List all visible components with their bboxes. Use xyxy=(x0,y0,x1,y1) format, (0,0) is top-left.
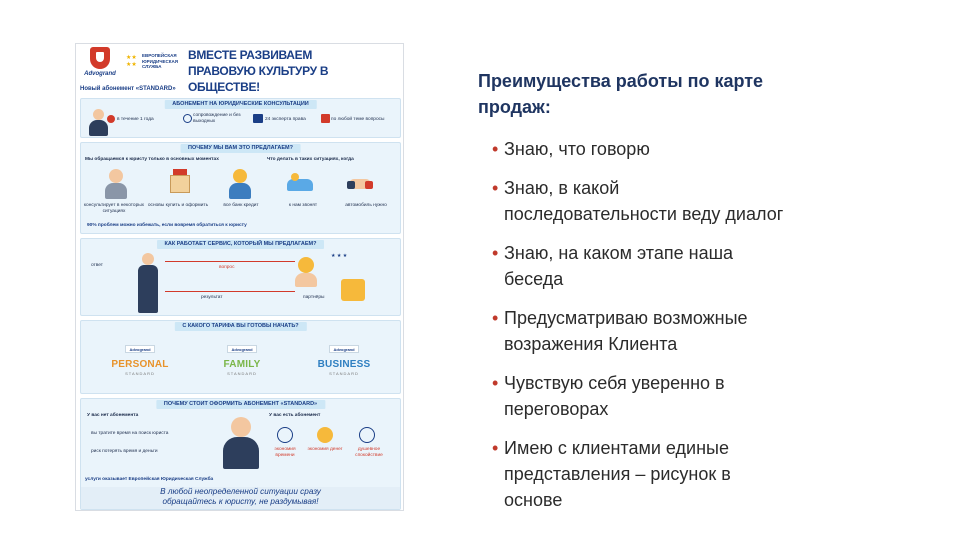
section-tariffs xyxy=(80,320,401,394)
logo-text: Advogrand xyxy=(84,71,116,77)
stars-icon: ★★ ★★ xyxy=(126,55,137,68)
person-icon xyxy=(103,169,129,199)
call-line-2: обращайтесь к юристу, не раздумывая! xyxy=(162,497,319,506)
document-icon xyxy=(321,114,330,123)
shield-icon xyxy=(90,47,110,69)
tariff-personal xyxy=(95,335,185,389)
feature-label: сопровождение и без выходных xyxy=(193,113,241,124)
tariff-sub: STANDARD xyxy=(329,371,359,376)
why-left-text: Мы обращаемся к юристу только в основных моментах xyxy=(85,157,219,162)
clock-icon xyxy=(277,427,293,443)
handshake-icon xyxy=(347,169,373,199)
title-line-2: продаж: xyxy=(478,97,551,117)
section-title: КАК РАБОТАЕТ СЕРВИС, КОТОРЫЙ МЫ ПРЕДЛАГАЕМ? xyxy=(157,240,325,249)
eu-stars-icon: ★ ★ ★ xyxy=(331,253,348,259)
benefit-item: вы тратите время на поиск юриста xyxy=(91,431,169,436)
why-caption: основы купить и оформить xyxy=(147,203,209,208)
feature-label: 24 эксперта права xyxy=(265,117,306,122)
arrow-line xyxy=(165,261,295,262)
footer-line: услуги оказывает Европейская Юридическая Служба xyxy=(85,477,214,482)
tariff-tag: Advogrand xyxy=(227,345,257,353)
poster-subtitle: Новый абонемент «STANDARD» xyxy=(80,86,176,92)
benefit-item: душевное спокойствие xyxy=(355,447,383,458)
money-bag-icon xyxy=(341,279,365,301)
car-crash-icon xyxy=(287,169,313,199)
tariff-business xyxy=(299,335,389,389)
call-line-1: В любой неопределенной ситуации сразу xyxy=(160,487,321,496)
slogan-line-1: ВМЕСТЕ РАЗВИВАЕМ xyxy=(188,48,313,62)
tariff-name: PERSONAL xyxy=(111,359,169,370)
section-how xyxy=(80,238,401,316)
section-title: АБОНЕМЕНТ НА ЮРИДИЧЕСКИЕ КОНСУЛЬТАЦИИ xyxy=(164,100,317,109)
how-label: партнёры xyxy=(303,295,325,300)
lawyer-figure-icon xyxy=(87,109,109,137)
section-title: ПОЧЕМУ МЫ ВАМ ЭТО ПРЕДЛАГАЕМ? xyxy=(180,144,301,153)
call-to-action xyxy=(81,487,400,509)
why-right-text: Что делать в таких ситуациях, когда xyxy=(267,157,354,162)
list-item: • Предусматриваю возможные возражения Клиента xyxy=(492,305,918,357)
no-subscription-head: У вас нет абонемента xyxy=(87,413,139,418)
infographic-poster xyxy=(75,43,404,511)
advantages-list xyxy=(478,136,918,513)
calendar-icon xyxy=(107,115,115,123)
how-label: ответ xyxy=(91,263,103,268)
eu-text: ЕВРОПЕЙСКАЯ ЮРИДИЧЕСКАЯ СЛУЖБА xyxy=(142,53,178,69)
tariff-sub: STANDARD xyxy=(227,371,257,376)
tariff-tag: Advogrand xyxy=(125,345,155,353)
section-why xyxy=(80,142,401,234)
person-icon xyxy=(227,169,253,199)
why-caption: все банк кредит xyxy=(223,203,259,208)
calm-icon xyxy=(359,427,375,443)
slogan-line-2: ПРАВОВУЮ КУЛЬТУРУ В ОБЩЕСТВЕ! xyxy=(188,64,329,94)
title-line-1: Преимущества работы по карте xyxy=(478,71,764,91)
has-subscription-head: У вас есть абонемент xyxy=(269,413,321,418)
slide-content xyxy=(478,68,918,526)
how-label: результат xyxy=(201,295,223,300)
lawyer-figure-icon xyxy=(221,417,261,469)
benefit-item: экономия времени xyxy=(274,447,296,458)
why-note: 90% проблем можно избежать, если вовремя обратиться к юристу xyxy=(87,223,247,228)
briefcase-icon xyxy=(253,114,263,123)
list-item: • Имею с клиентами единые представления – рисунок в основе xyxy=(492,435,918,513)
list-item: • Знаю, что говорю xyxy=(492,136,918,162)
tariff-name: FAMILY xyxy=(223,359,261,370)
company-logo xyxy=(80,47,120,83)
feature-label: в течение 1 года xyxy=(117,117,154,122)
tariff-name: BUSINESS xyxy=(317,359,371,370)
arrow-line xyxy=(165,291,295,292)
clock-icon xyxy=(183,114,192,123)
benefit-item: экономия денег xyxy=(307,447,343,452)
list-item: • Знаю, на каком этапе наша беседа xyxy=(492,240,918,292)
section-subscription xyxy=(80,98,401,138)
why-caption: к нам звонят xyxy=(288,203,318,208)
businessman-icon xyxy=(135,253,161,315)
benefit-item: риск потерять время и деньги xyxy=(91,449,158,454)
feature-label: по любой теме вопросы xyxy=(331,117,385,122)
house-icon xyxy=(167,169,193,199)
section-benefits xyxy=(80,398,401,510)
how-label: вопрос xyxy=(219,265,235,270)
why-caption: консультирует в некоторых ситуациях xyxy=(83,203,145,214)
list-item: • Чувствую себя уверенно в переговорах xyxy=(492,370,918,422)
section-title: ПОЧЕМУ СТОИТ ОФОРМИТЬ АБОНЕМЕНТ «STANDARD» xyxy=(156,400,325,409)
section-title: С КАКОГО ТАРИФА ВЫ ГОТОВЫ НАЧАТЬ? xyxy=(174,322,306,331)
why-caption: автомобиль нужно xyxy=(345,203,387,208)
tariff-tag: Advogrand xyxy=(329,345,359,353)
slide-title xyxy=(478,68,918,120)
list-item: • Знаю, в какой последовательности веду диалог xyxy=(492,175,918,227)
tariff-family xyxy=(197,335,287,389)
tariff-sub: STANDARD xyxy=(125,371,155,376)
eu-badge xyxy=(126,49,182,81)
coins-icon xyxy=(317,427,333,443)
woman-icon xyxy=(293,257,319,287)
